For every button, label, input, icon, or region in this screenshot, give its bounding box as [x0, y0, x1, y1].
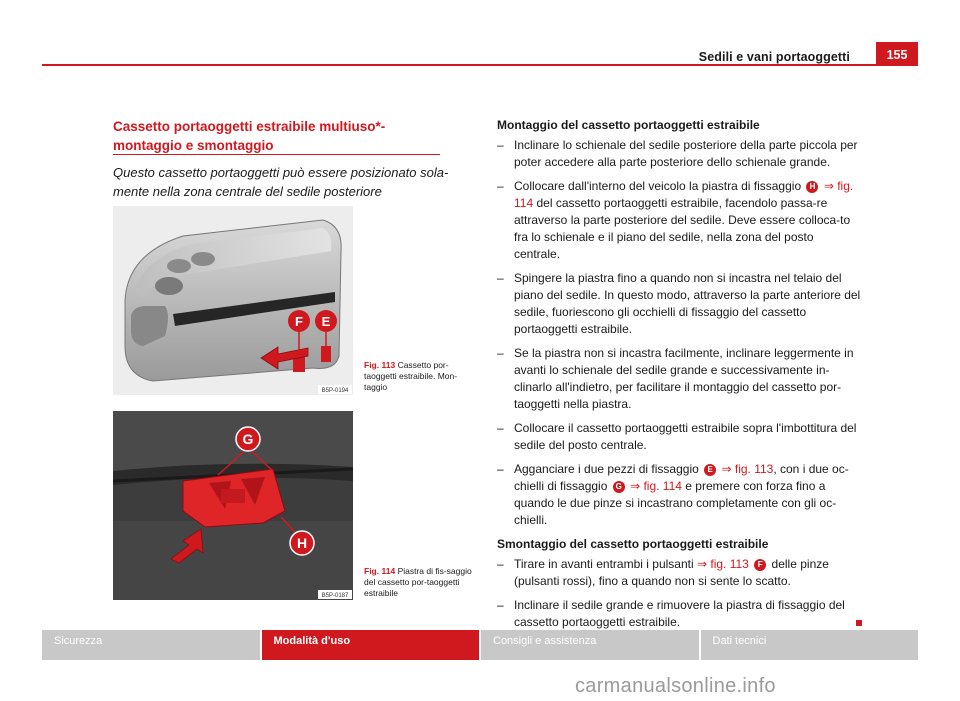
fig-113-link[interactable]: ⇒ fig. 113: [696, 557, 749, 571]
tab-sicurezza[interactable]: Sicurezza: [42, 630, 260, 660]
caption-label: Fig. 113: [364, 360, 396, 370]
dismount-step-1: – Tirare in avanti entrambi i pulsanti ⇒ fig. 113 F delle pinze (pulsanti rossi), fino a quando non si sente lo scatto.: [497, 557, 829, 588]
mount-step-2: – Collocare dall'interno del veicolo la piastra di fissaggio H ⇒ fig. 114 del cassetto portaoggetti estraibile, facendolo passa-re attraverso la parte posteriore del sedile. Deve essere colloca-to fra lo schienale e il piano del sedile, nella zona del posto centrale.: [497, 179, 854, 261]
dismount-heading: Smontaggio del cassetto portaoggetti estraibile: [497, 537, 769, 551]
fig-113-link[interactable]: ⇒ fig. 113: [721, 462, 774, 476]
section-end-mark: [856, 620, 862, 626]
mount-heading: Montaggio del cassetto portaoggetti estraibile: [497, 118, 760, 132]
figure-114-caption: [364, 566, 476, 599]
tab-dati-tecnici[interactable]: Dati tecnici: [701, 630, 919, 660]
tab-consigli-e-assistenza[interactable]: Consigli e assistenza: [481, 630, 699, 660]
page-number: 155: [876, 42, 918, 66]
instructions-body: [497, 117, 862, 638]
badge-e: E: [704, 464, 716, 476]
section-title: Cassetto portaoggetti estraibile multiuso*- montaggio e smontaggio: [113, 119, 386, 153]
figure-code: B5P-0194: [321, 388, 349, 394]
mount-step-5: – Collocare il cassetto portaoggetti estraibile sopra l'imbottitura del sedile del posto centrale.: [497, 421, 857, 452]
figure-code: B5P-0187: [321, 593, 349, 599]
mount-step-6: – Agganciare i due pezzi di fissaggio E ⇒ fig. 113, con i due oc-chielli di fissaggio G ⇒ fig. 114 e premere con forza fino a quando le due pinze si incastrano completamente con gli oc-chielli.: [497, 462, 849, 527]
badge-g: G: [613, 481, 625, 493]
caption-text: Piastra di fis-saggio del cassetto por-taoggetti estraibile: [364, 566, 472, 598]
callout-h: H: [296, 535, 308, 551]
caption-text: Cassetto por-taoggetti estraibile. Mon-taggio: [364, 360, 458, 392]
dismount-step-2: – Inclinare il sedile grande e rimuovere la piastra di fissaggio del cassetto portaoggetti estraibile.: [497, 597, 862, 631]
badge-f: F: [754, 559, 766, 571]
running-header-title: Sedili e vani portaoggetti: [698, 50, 850, 64]
fig-114-link[interactable]: ⇒ fig. 114: [514, 179, 854, 210]
callout-f: F: [295, 314, 303, 329]
badge-h: H: [806, 181, 818, 193]
section-title-rule: [113, 154, 440, 155]
caption-label: Fig. 114: [364, 566, 396, 576]
figure-114-illustration: [113, 411, 353, 600]
chapter-tabs: [42, 630, 918, 660]
watermark: carmanualsonline.info: [575, 675, 776, 697]
mount-step-3: – Spingere la piastra fino a quando non si incastra nel telaio del piano del sedile. In questo modo, attraverso la parte anteriore del sedile, fuoriescono gli occhielli di fissaggio del cassetto portaoggetti estraibile.: [497, 271, 861, 336]
section-subtitle: Questo cassetto portaoggetti può essere posizionato sola-mente nella zona centrale del sedile posteriore: [113, 165, 449, 199]
tab-modalita-duso[interactable]: Modalità d'uso: [262, 630, 480, 660]
callout-g: G: [242, 431, 254, 447]
figure-113-caption: [364, 360, 476, 393]
figure-113-illustration: [113, 206, 353, 395]
fig-114-link[interactable]: ⇒ fig. 114: [630, 479, 682, 493]
mount-step-1: – Inclinare lo schienale del sedile posteriore della parte piccola per poter accedere alla parte posteriore dello schienale grande.: [497, 138, 858, 169]
header-rule: [42, 64, 918, 66]
callout-e: E: [321, 314, 331, 329]
mount-step-4: – Se la piastra non si incastra facilmente, inclinare leggermente in avanti lo schienale del sedile grande e successivamente in-clinarlo all'indietro, per facilitare il montaggio del cassetto por-taoggetti nella piastra.: [497, 346, 854, 411]
